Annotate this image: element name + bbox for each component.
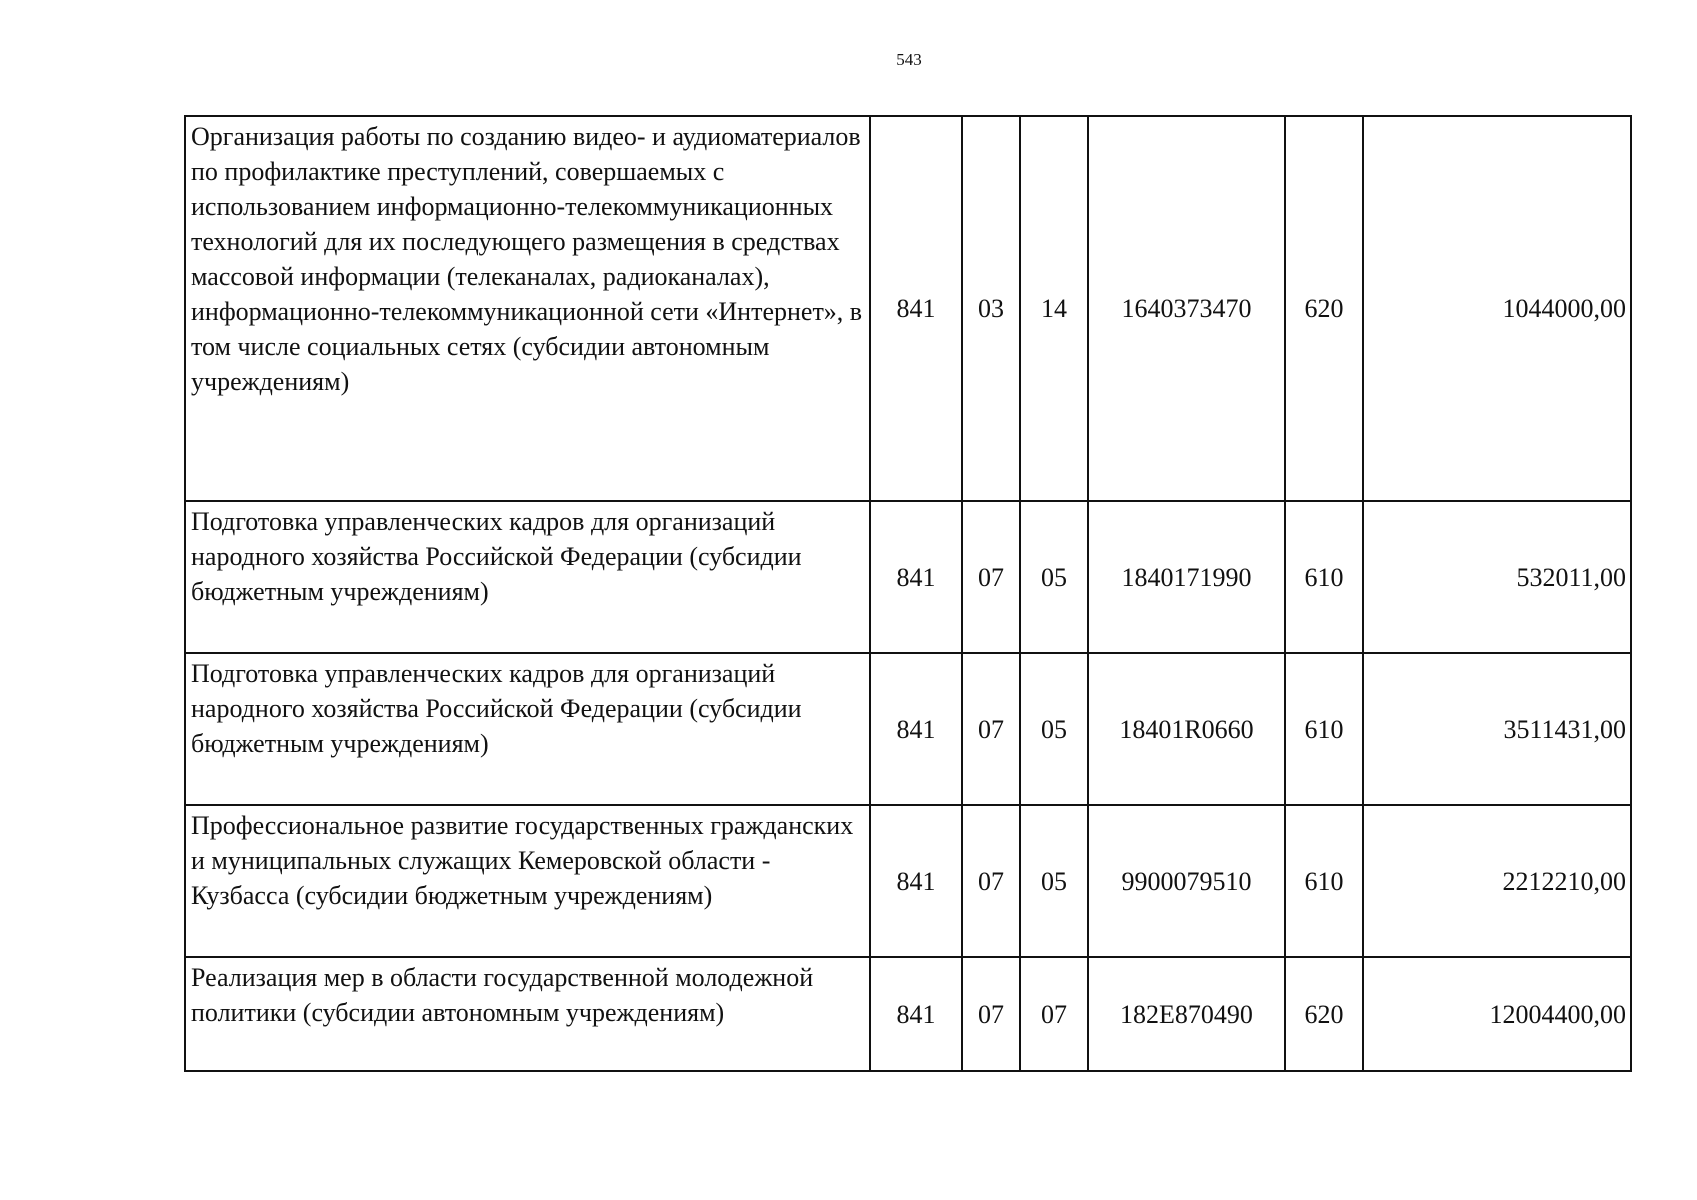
expense-type-code: 620 (1285, 116, 1363, 501)
row-name: Подготовка управленческих кадров для организаций народного хозяйства Российской Федерации (субсидии бюджетным учреждениям) (185, 501, 870, 653)
target-article-code: 1840171990 (1088, 501, 1285, 653)
ministry-code: 841 (870, 805, 962, 957)
amount: 3511431,00 (1363, 653, 1631, 805)
ministry-code: 841 (870, 116, 962, 501)
row-name: Реализация мер в области государственной молодежной политики (субсидии автономным учреждениям) (185, 957, 870, 1071)
section-code: 03 (962, 116, 1020, 501)
subsection-code: 05 (1020, 653, 1088, 805)
subsection-code: 14 (1020, 116, 1088, 501)
section-code: 07 (962, 501, 1020, 653)
section-code: 07 (962, 653, 1020, 805)
ministry-code: 841 (870, 653, 962, 805)
section-code: 07 (962, 805, 1020, 957)
expense-type-code: 620 (1285, 957, 1363, 1071)
row-name: Организация работы по созданию видео- и аудиоматериалов по профилактике преступлений, совершаемых с использованием информационно-телекоммуникационных технологий для их последующего размещения в средствах массовой информации (телеканалах, радиоканалах), информационно-телекоммуникационной сети «Интернет», в том числе социальных сетях (субсидии автономным учреждениям) (185, 116, 870, 501)
table-row (185, 653, 1631, 805)
target-article-code: 18401R0660 (1088, 653, 1285, 805)
expense-type-code: 610 (1285, 501, 1363, 653)
amount: 12004400,00 (1363, 957, 1631, 1071)
amount: 532011,00 (1363, 501, 1631, 653)
ministry-code: 841 (870, 957, 962, 1071)
section-code: 07 (962, 957, 1020, 1071)
page-number: 543 (896, 50, 922, 69)
expense-type-code: 610 (1285, 653, 1363, 805)
table-row (185, 805, 1631, 957)
table-row (185, 116, 1631, 501)
expense-type-code: 610 (1285, 805, 1363, 957)
ministry-code: 841 (870, 501, 962, 653)
target-article-code: 182Е870490 (1088, 957, 1285, 1071)
budget-table (184, 115, 1632, 1072)
amount: 2212210,00 (1363, 805, 1631, 957)
subsection-code: 05 (1020, 805, 1088, 957)
row-name: Подготовка управленческих кадров для организаций народного хозяйства Российской Федерации (субсидии бюджетным учреждениям) (185, 653, 870, 805)
row-name: Профессиональное развитие государственных гражданских и муниципальных служащих Кемеровской области - Кузбасса (субсидии бюджетным учреждениям) (185, 805, 870, 957)
subsection-code: 05 (1020, 501, 1088, 653)
target-article-code: 1640373470 (1088, 116, 1285, 501)
amount: 1044000,00 (1363, 116, 1631, 501)
table-row (185, 501, 1631, 653)
subsection-code: 07 (1020, 957, 1088, 1071)
table-row (185, 957, 1631, 1071)
target-article-code: 9900079510 (1088, 805, 1285, 957)
